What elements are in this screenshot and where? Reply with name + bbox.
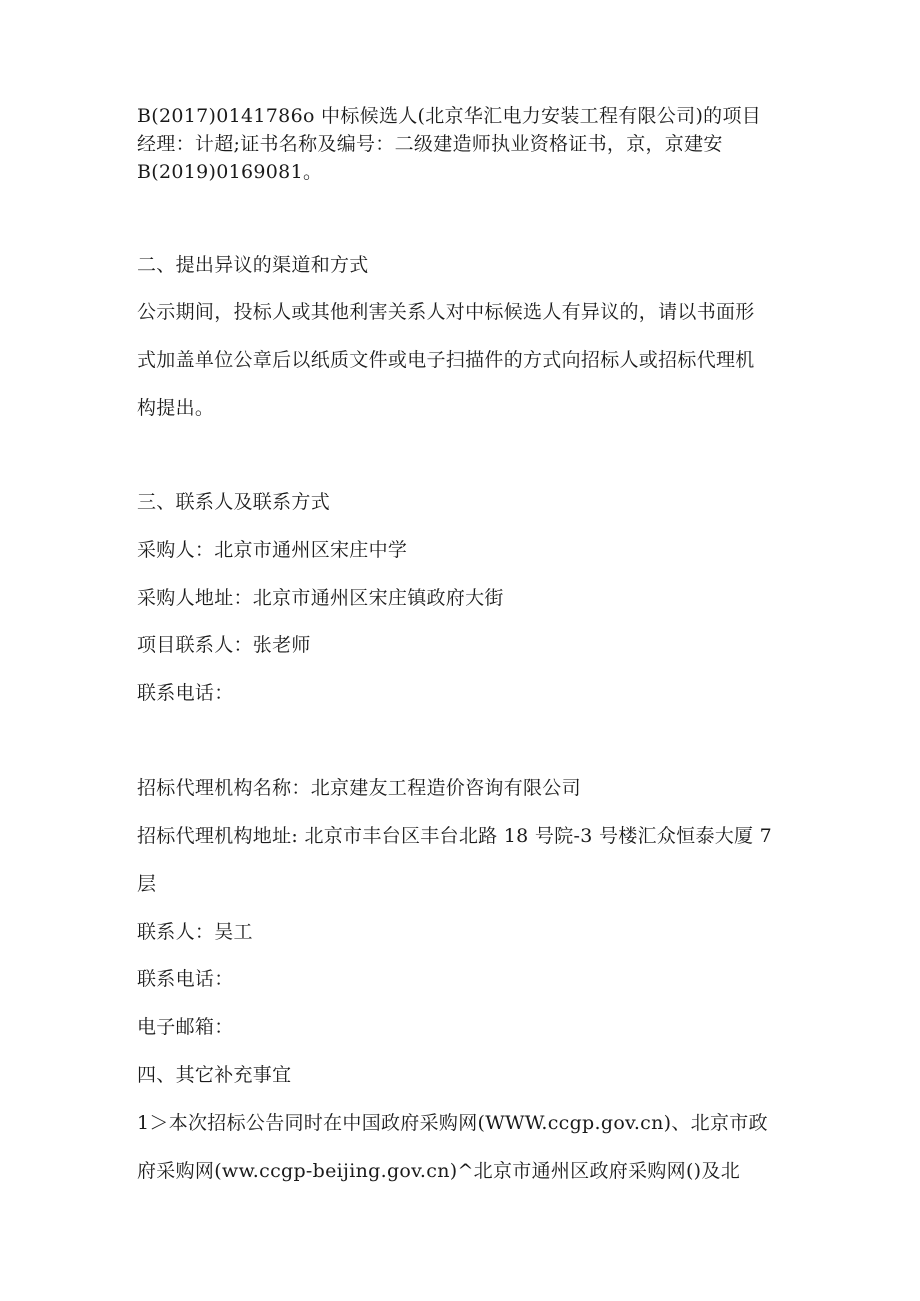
text-line-6: 式加盖单位公章后以纸质文件或电子扫描件的方式向招标人或招标代理机 — [137, 349, 755, 371]
text-line-20: 1＞本次招标公告同时在中国政府采购网(WWW.ccgp.gov.cn)、北京市政 — [137, 1112, 768, 1134]
section-heading-3: 三、联系人及联系方式 — [137, 491, 331, 513]
text-line-1: B(2017)0141786o 中标候选人(北京华汇电力安装工程有限公司)的项目 — [137, 105, 762, 127]
text-line-21: 府采购网(ww.ccgp-beijing.gov.cn)^北京市通州区政府采购网()及北 — [137, 1160, 740, 1182]
purchaser-address: 采购人地址：北京市通州区宋庄镇政府大街 — [137, 587, 504, 609]
section-heading-2: 二、提出异议的渠道和方式 — [137, 254, 369, 276]
text-line-5: 公示期间，投标人或其他利害关系人对中标候选人有异议的，请以书面形 — [137, 301, 755, 323]
contact-phone-2: 联系电话： — [137, 968, 234, 990]
agency-contact: 联系人：吴工 — [137, 921, 253, 943]
contact-email: 电子邮箱： — [137, 1016, 234, 1038]
agency-address: 招标代理机构地址: 北京市丰台区丰台北路 18 号院-3 号楼汇众恒泰大厦 7 — [137, 825, 773, 847]
purchaser-name: 采购人：北京市通州区宋庄中学 — [137, 539, 408, 561]
text-line-2: 经理：计超;证书名称及编号：二级建造师执业资格证书，京，京建安 — [137, 133, 723, 155]
project-contact: 项目联系人：张老师 — [137, 634, 311, 656]
agency-address-cont: 层 — [137, 873, 157, 895]
text-line-3: B(2019)0169081。 — [137, 161, 323, 183]
contact-phone-1: 联系电话： — [137, 682, 234, 704]
text-line-7: 构提出。 — [137, 397, 215, 419]
section-heading-4: 四、其它补充事宜 — [137, 1064, 292, 1086]
agency-name: 招标代理机构名称：北京建友工程造价咨询有限公司 — [137, 777, 581, 799]
